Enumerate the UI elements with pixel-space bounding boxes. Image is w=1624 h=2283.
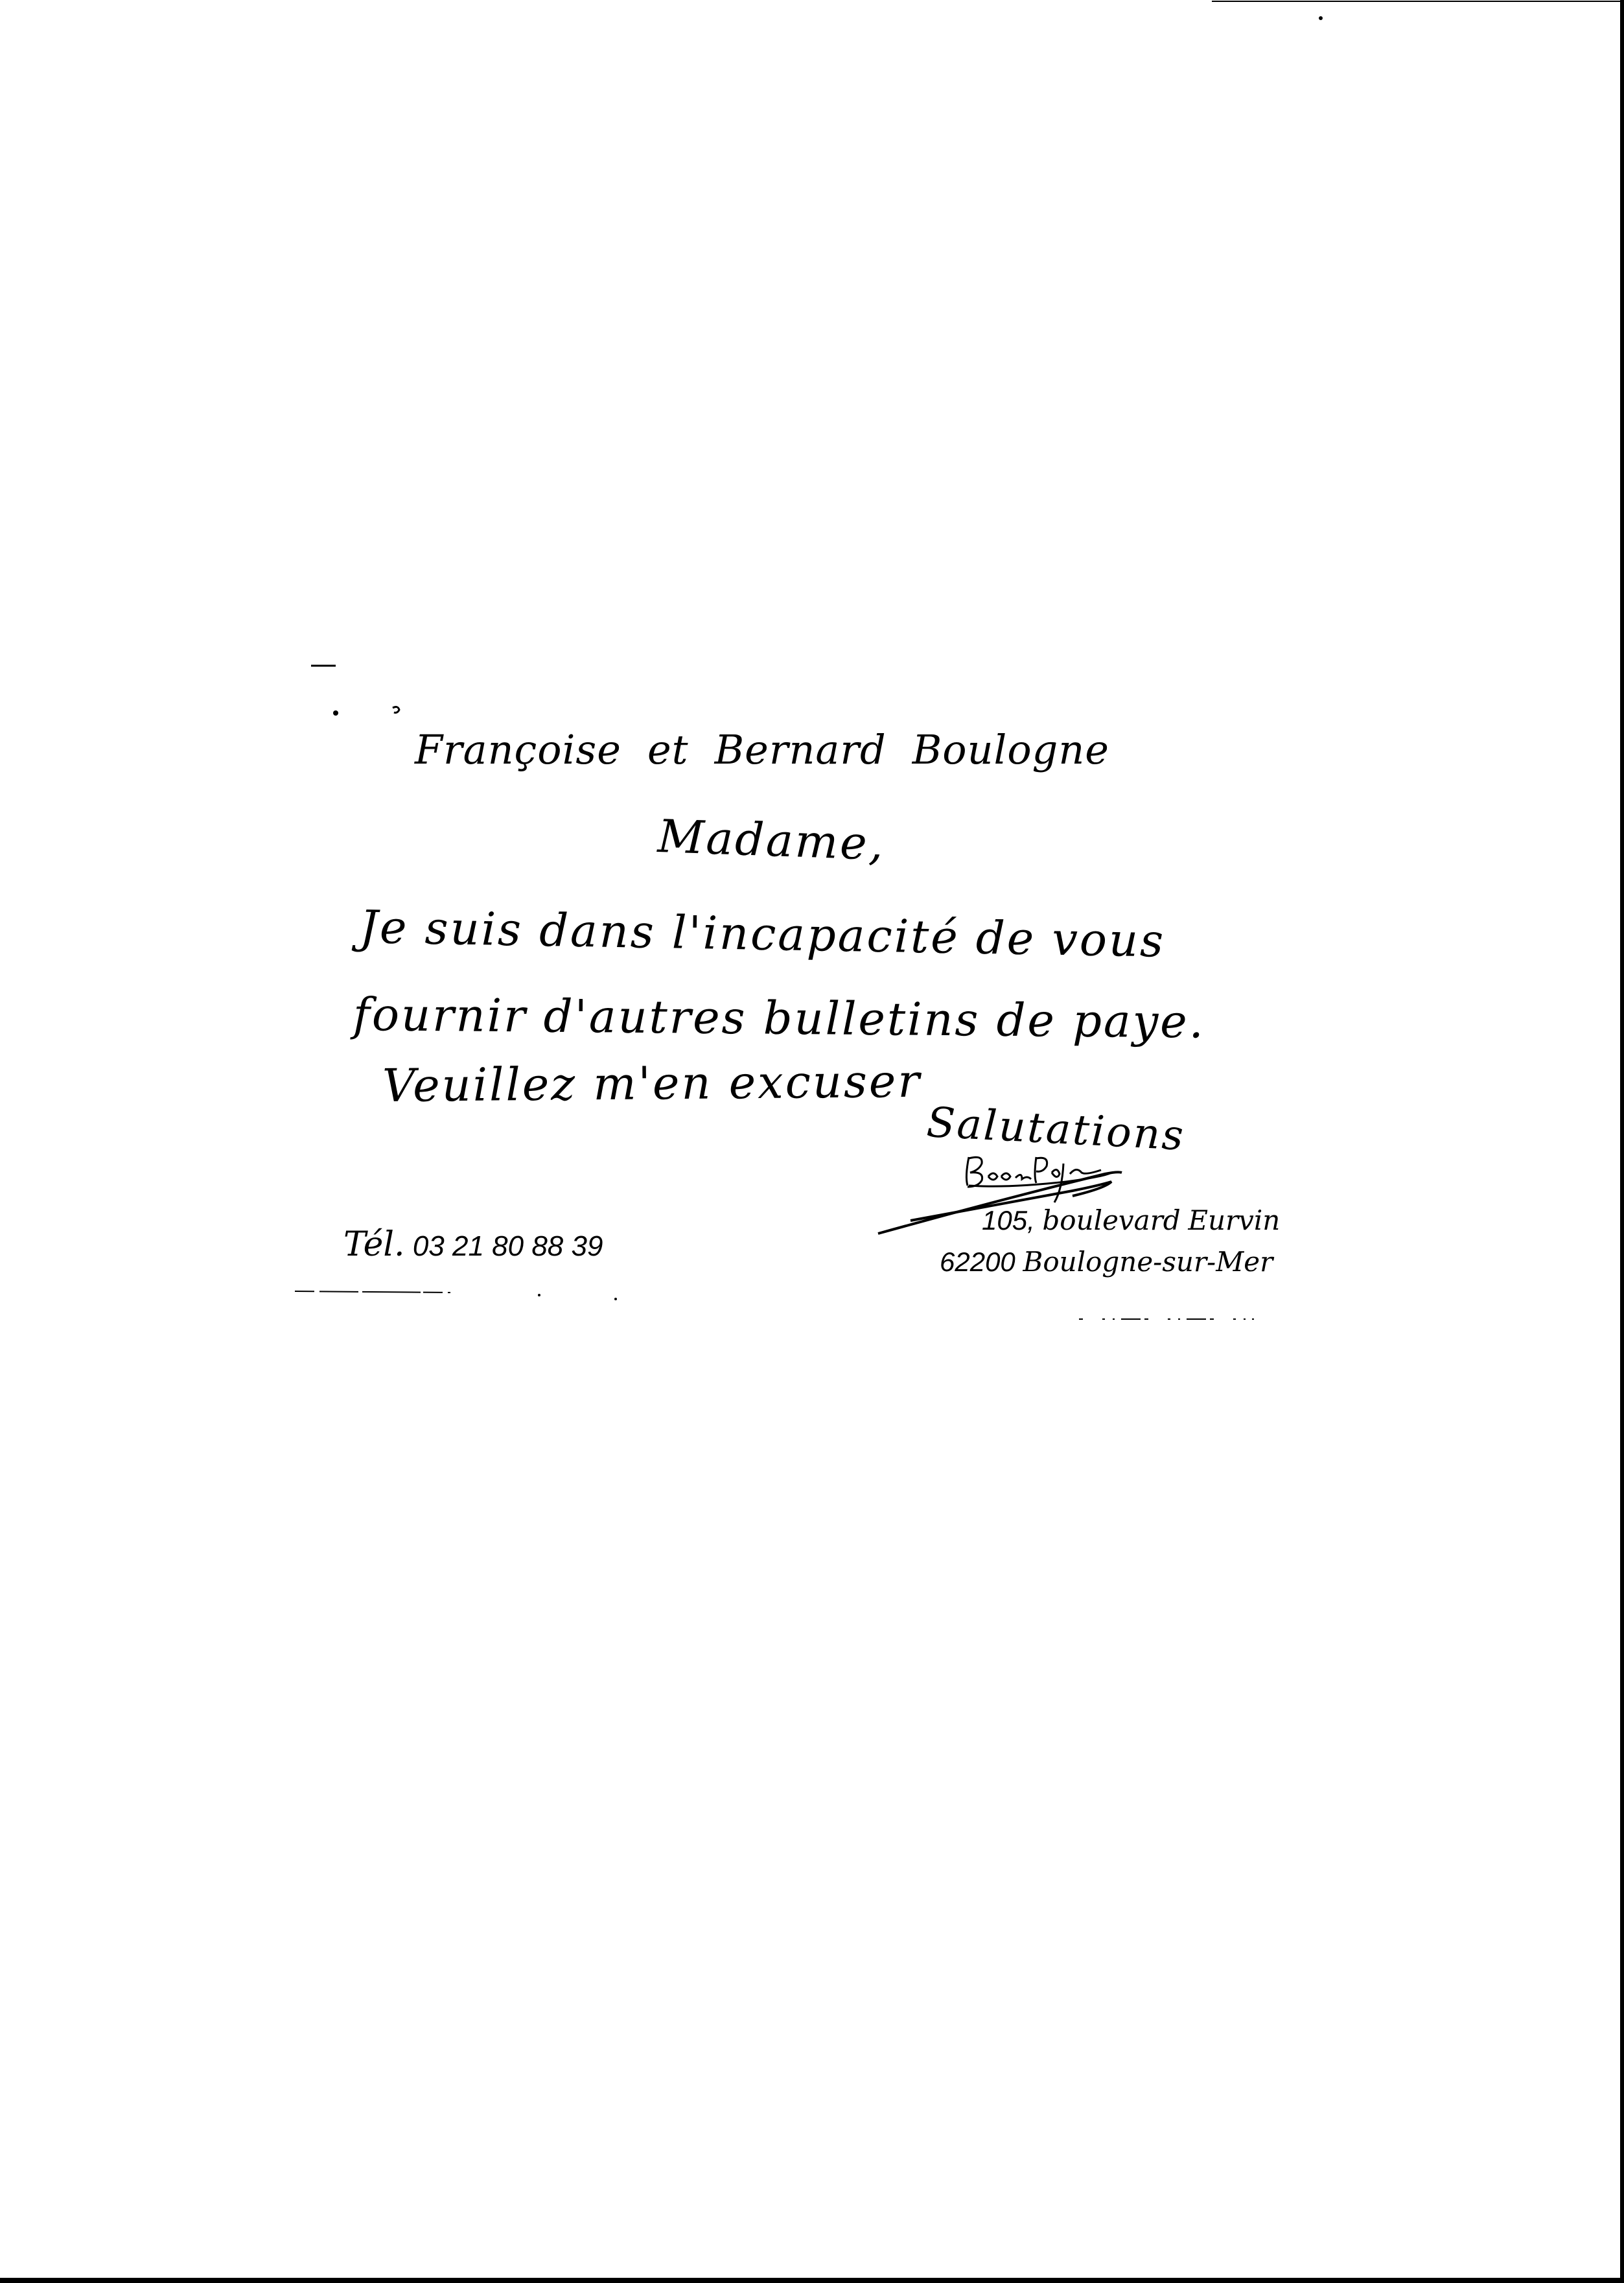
street-number: 105, [982,1205,1035,1235]
scan-mark [393,707,399,713]
letter-body-line-2: fournir d'autres bulletins de paye. [353,988,1206,1049]
letter-salutation: Madame, [656,810,887,871]
scan-dash-bottom-left [295,1291,450,1293]
scan-dot [1319,16,1323,20]
address-street [982,1204,1280,1236]
letter-closing: Salutations [925,1099,1187,1160]
city-name: Boulogne-sur-Mer [1023,1246,1273,1278]
street-type: boulevard [1042,1204,1181,1236]
letterhead-connector: et [647,726,689,773]
letterhead-surname: Boulogne [912,726,1109,773]
scan-dot [538,1294,540,1296]
postal-code: 62200 [940,1247,1015,1277]
letterhead-names [415,726,1109,773]
address-city [940,1246,1273,1278]
phone-label: Tél. [343,1225,405,1264]
scan-dot [614,1298,617,1300]
letter-body-line-3: Veuillez m'en excuser [382,1054,922,1112]
letterhead-second-name: Bernard [714,726,887,773]
phone-number: 03 21 80 88 39 [412,1230,603,1262]
street-name: Eurvin [1188,1204,1281,1236]
scan-dot [333,710,338,716]
letter-body-line-1: Je suis dans l'incapacité de vous [359,900,1166,968]
letterhead-first-name: Françoise [415,726,621,773]
phone-line [343,1225,603,1264]
